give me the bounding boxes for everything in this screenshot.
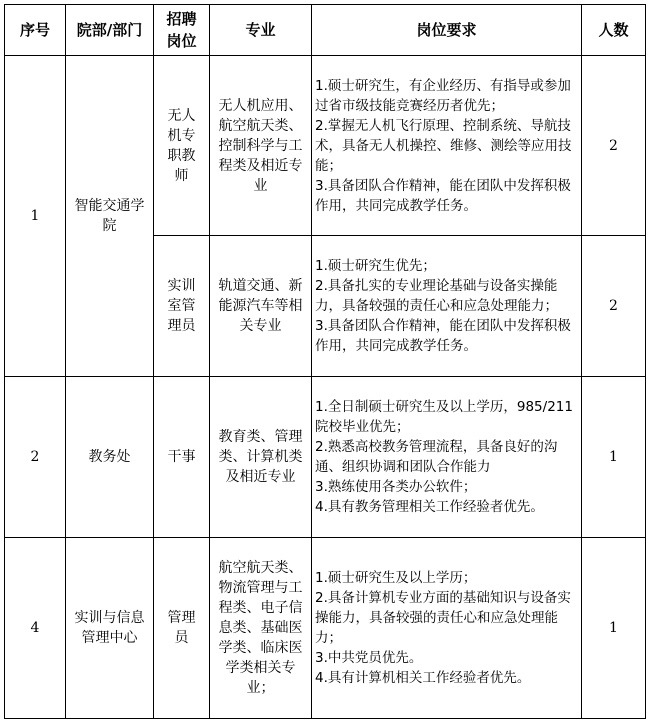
table-row [5,538,646,719]
row-dept: 实训与信息管理中心 [66,538,154,719]
row-position: 管理员 [154,538,210,719]
recruitment-table-container [4,4,646,719]
row-position: 无人机专职教师 [154,56,210,236]
row-requirements [312,538,582,719]
row-major: 轨道交通、新能源汽车等相关专业 [210,236,312,377]
header-row [5,5,646,56]
row-major: 教育类、管理类、计算机类及相近专业 [210,377,312,538]
requirement-item: 1.硕士研究生及以上学历； [315,570,477,586]
requirement-item: 1.全日制硕士研究生及以上学历，985/211院校毕业优先； [315,399,573,435]
requirement-item: 2.具备计算机专业方面的基础知识与设备实操能力，具备较强的责任心和应急处理能力； [315,590,571,646]
row-position: 实训室管理员 [154,236,210,377]
header-requirements: 岗位要求 [312,5,582,56]
requirement-item: 2.熟悉高校教务管理流程，具备良好的沟通、组织协调和团队合作能力 [315,439,558,475]
header-dept: 院部/部门 [66,5,154,56]
row-requirements [312,236,582,377]
header-count: 人数 [582,5,646,56]
row-requirements [312,56,582,236]
header-major: 专业 [210,5,312,56]
row-seq: 1 [5,56,66,377]
row-count: 1 [582,538,646,719]
requirement-item: 3.具备团队合作精神，能在团队中发挥积极作用，共同完成教学任务。 [315,318,571,354]
row-major: 无人机应用、航空航天类、控制科学与工程类及相近专业 [210,56,312,236]
requirement-item: 2.具备扎实的专业理论基础与设备实操能力，具备较强的责任心和应急处理能力； [315,278,558,314]
requirement-item: 4.具有计算机相关工作经验者优先。 [315,670,531,686]
requirement-item: 2.掌握无人机飞行原理、控制系统、导航技术，具备无人机操控、维修、测绘等应用技能； [315,117,572,174]
row-count: 2 [582,236,646,377]
recruitment-table [4,4,646,719]
row-seq: 2 [5,377,66,538]
table-row [5,377,646,538]
header-position: 招聘岗位 [154,5,210,56]
row-position: 干事 [154,377,210,538]
requirement-item: 3.熟练使用各类办公软件； [315,479,477,495]
row-requirements [312,377,582,538]
row-major: 航空航天类、物流管理与工程类、电子信息类、基础医学类、临床医学类相关专业； [210,538,312,719]
table-row [5,56,646,236]
requirement-item: 3.中共党员优先。 [315,650,423,666]
row-count: 2 [582,56,646,236]
row-dept: 智能交通学院 [66,56,154,377]
header-seq: 序号 [5,5,66,56]
row-count: 1 [582,377,646,538]
row-dept: 教务处 [66,377,154,538]
requirement-item: 4.具有教务管理相关工作经验者优先。 [315,499,544,515]
requirement-item: 3.具备团队合作精神，能在团队中发挥积极作用，共同完成教学任务。 [315,177,571,214]
requirement-item: 1.硕士研究生优先； [315,258,436,274]
row-seq: 4 [5,538,66,719]
requirement-item: 1.硕士研究生，有企业经历、有指导或参加过省市级技能竞赛经历者优先； [315,77,571,114]
